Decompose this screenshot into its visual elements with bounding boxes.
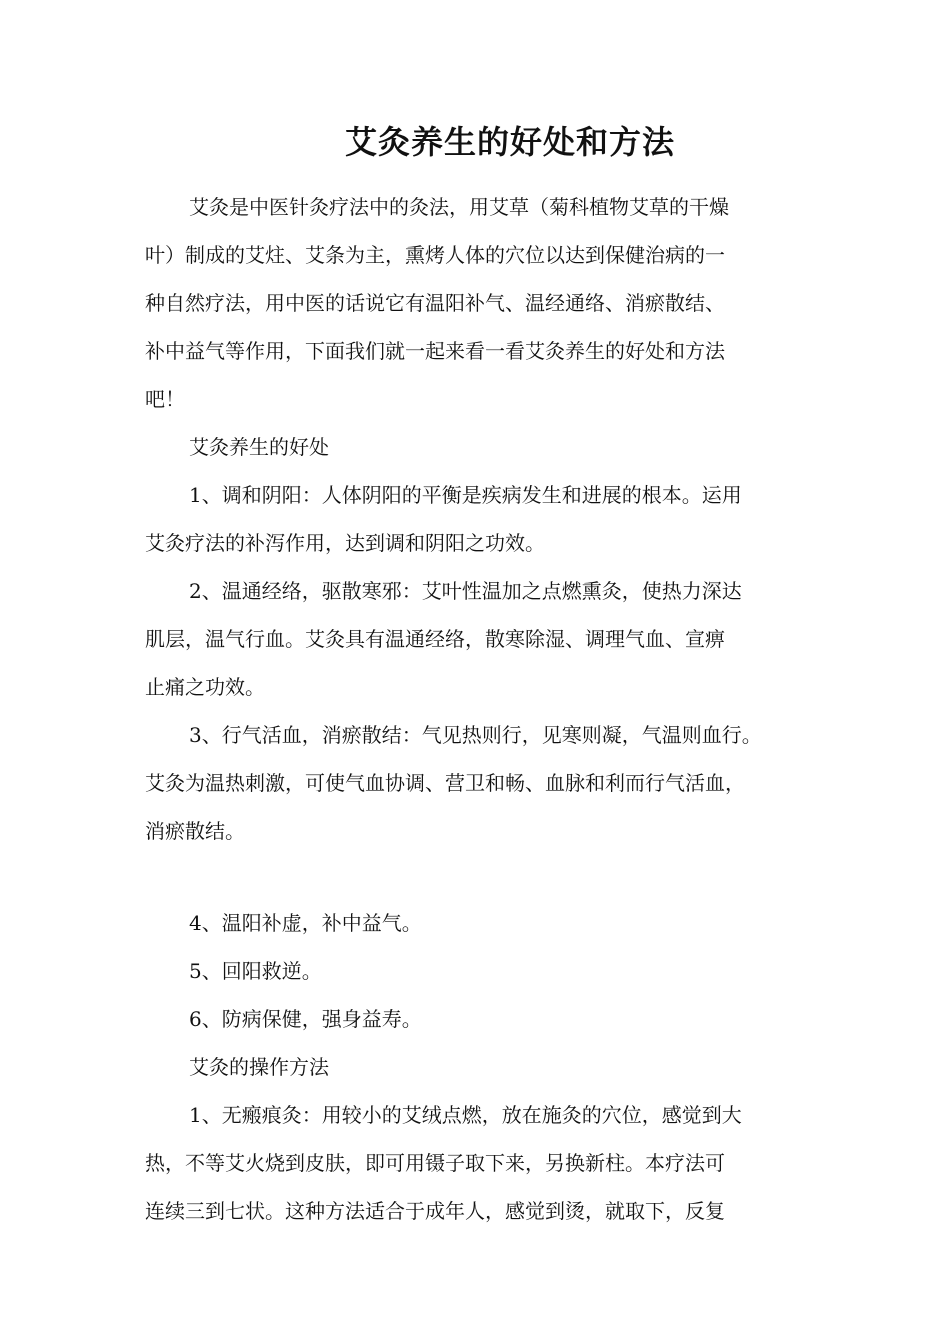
heading-text: 艾灸的操作方法 <box>189 1055 329 1079</box>
text-line: 叶）制成的艾炷、艾条为主，熏烤人体的穴位以达到保健治病的一 <box>145 243 725 267</box>
benefit-item-6 <box>145 995 805 1043</box>
text-line: 热，不等艾火烧到皮肤，即可用镊子取下来，另换新柱。本疗法可 <box>145 1151 725 1175</box>
benefit-item-4 <box>145 899 805 947</box>
text-line: 2、温通经络，驱散寒邪：艾叶性温加之点燃熏灸，使热力深达 <box>189 579 742 603</box>
benefit-item-1 <box>145 471 805 567</box>
text-line: 艾灸疗法的补泻作用，达到调和阴阳之功效。 <box>145 531 545 555</box>
benefit-item-2 <box>145 567 805 711</box>
text-line: 4、温阳补虚，补中益气。 <box>189 911 422 935</box>
text-line: 补中益气等作用，下面我们就一起来看一看艾灸养生的好处和方法 <box>145 339 725 363</box>
text-line: 1、无瘢痕灸：用较小的艾绒点燃，放在施灸的穴位，感觉到大 <box>189 1103 742 1127</box>
section-heading-methods <box>145 1043 805 1091</box>
text-line: 止痛之功效。 <box>145 675 265 699</box>
heading-text: 艾灸养生的好处 <box>189 435 329 459</box>
text-line: 6、防病保健，强身益寿。 <box>189 1007 422 1031</box>
text-line: 种自然疗法，用中医的话说它有温阳补气、温经通络、消瘀散结、 <box>145 291 725 315</box>
benefit-item-3 <box>145 711 805 855</box>
text-line: 5、回阳救逆。 <box>189 959 322 983</box>
text-line: 1、调和阴阳：人体阴阳的平衡是疾病发生和进展的根本。运用 <box>189 483 742 507</box>
intro-paragraph <box>145 183 805 423</box>
document-title: 艾灸养生的好处和方法 <box>344 123 675 161</box>
document-body <box>145 183 805 1235</box>
text-line: 艾灸是中医针灸疗法中的灸法，用艾草（菊科植物艾草的干燥 <box>189 195 729 219</box>
blank-space <box>145 855 805 899</box>
benefit-item-5 <box>145 947 805 995</box>
text-line: 吧！ <box>145 387 185 411</box>
text-line: 肌层，温气行血。艾灸具有温通经络，散寒除湿、调理气血、宣痹 <box>145 627 725 651</box>
text-line: 连续三到七状。这种方法适合于成年人，感觉到烫，就取下，反复 <box>145 1199 725 1223</box>
text-line: 3、行气活血，消瘀散结：气见热则行，见寒则凝，气温则血行。 <box>189 723 762 747</box>
text-line: 艾灸为温热刺激，可使气血协调、营卫和畅、血脉和利而行气活血， <box>145 771 745 795</box>
method-item-1 <box>145 1091 805 1235</box>
text-line: 消瘀散结。 <box>145 819 245 843</box>
section-heading-benefits <box>145 423 805 471</box>
